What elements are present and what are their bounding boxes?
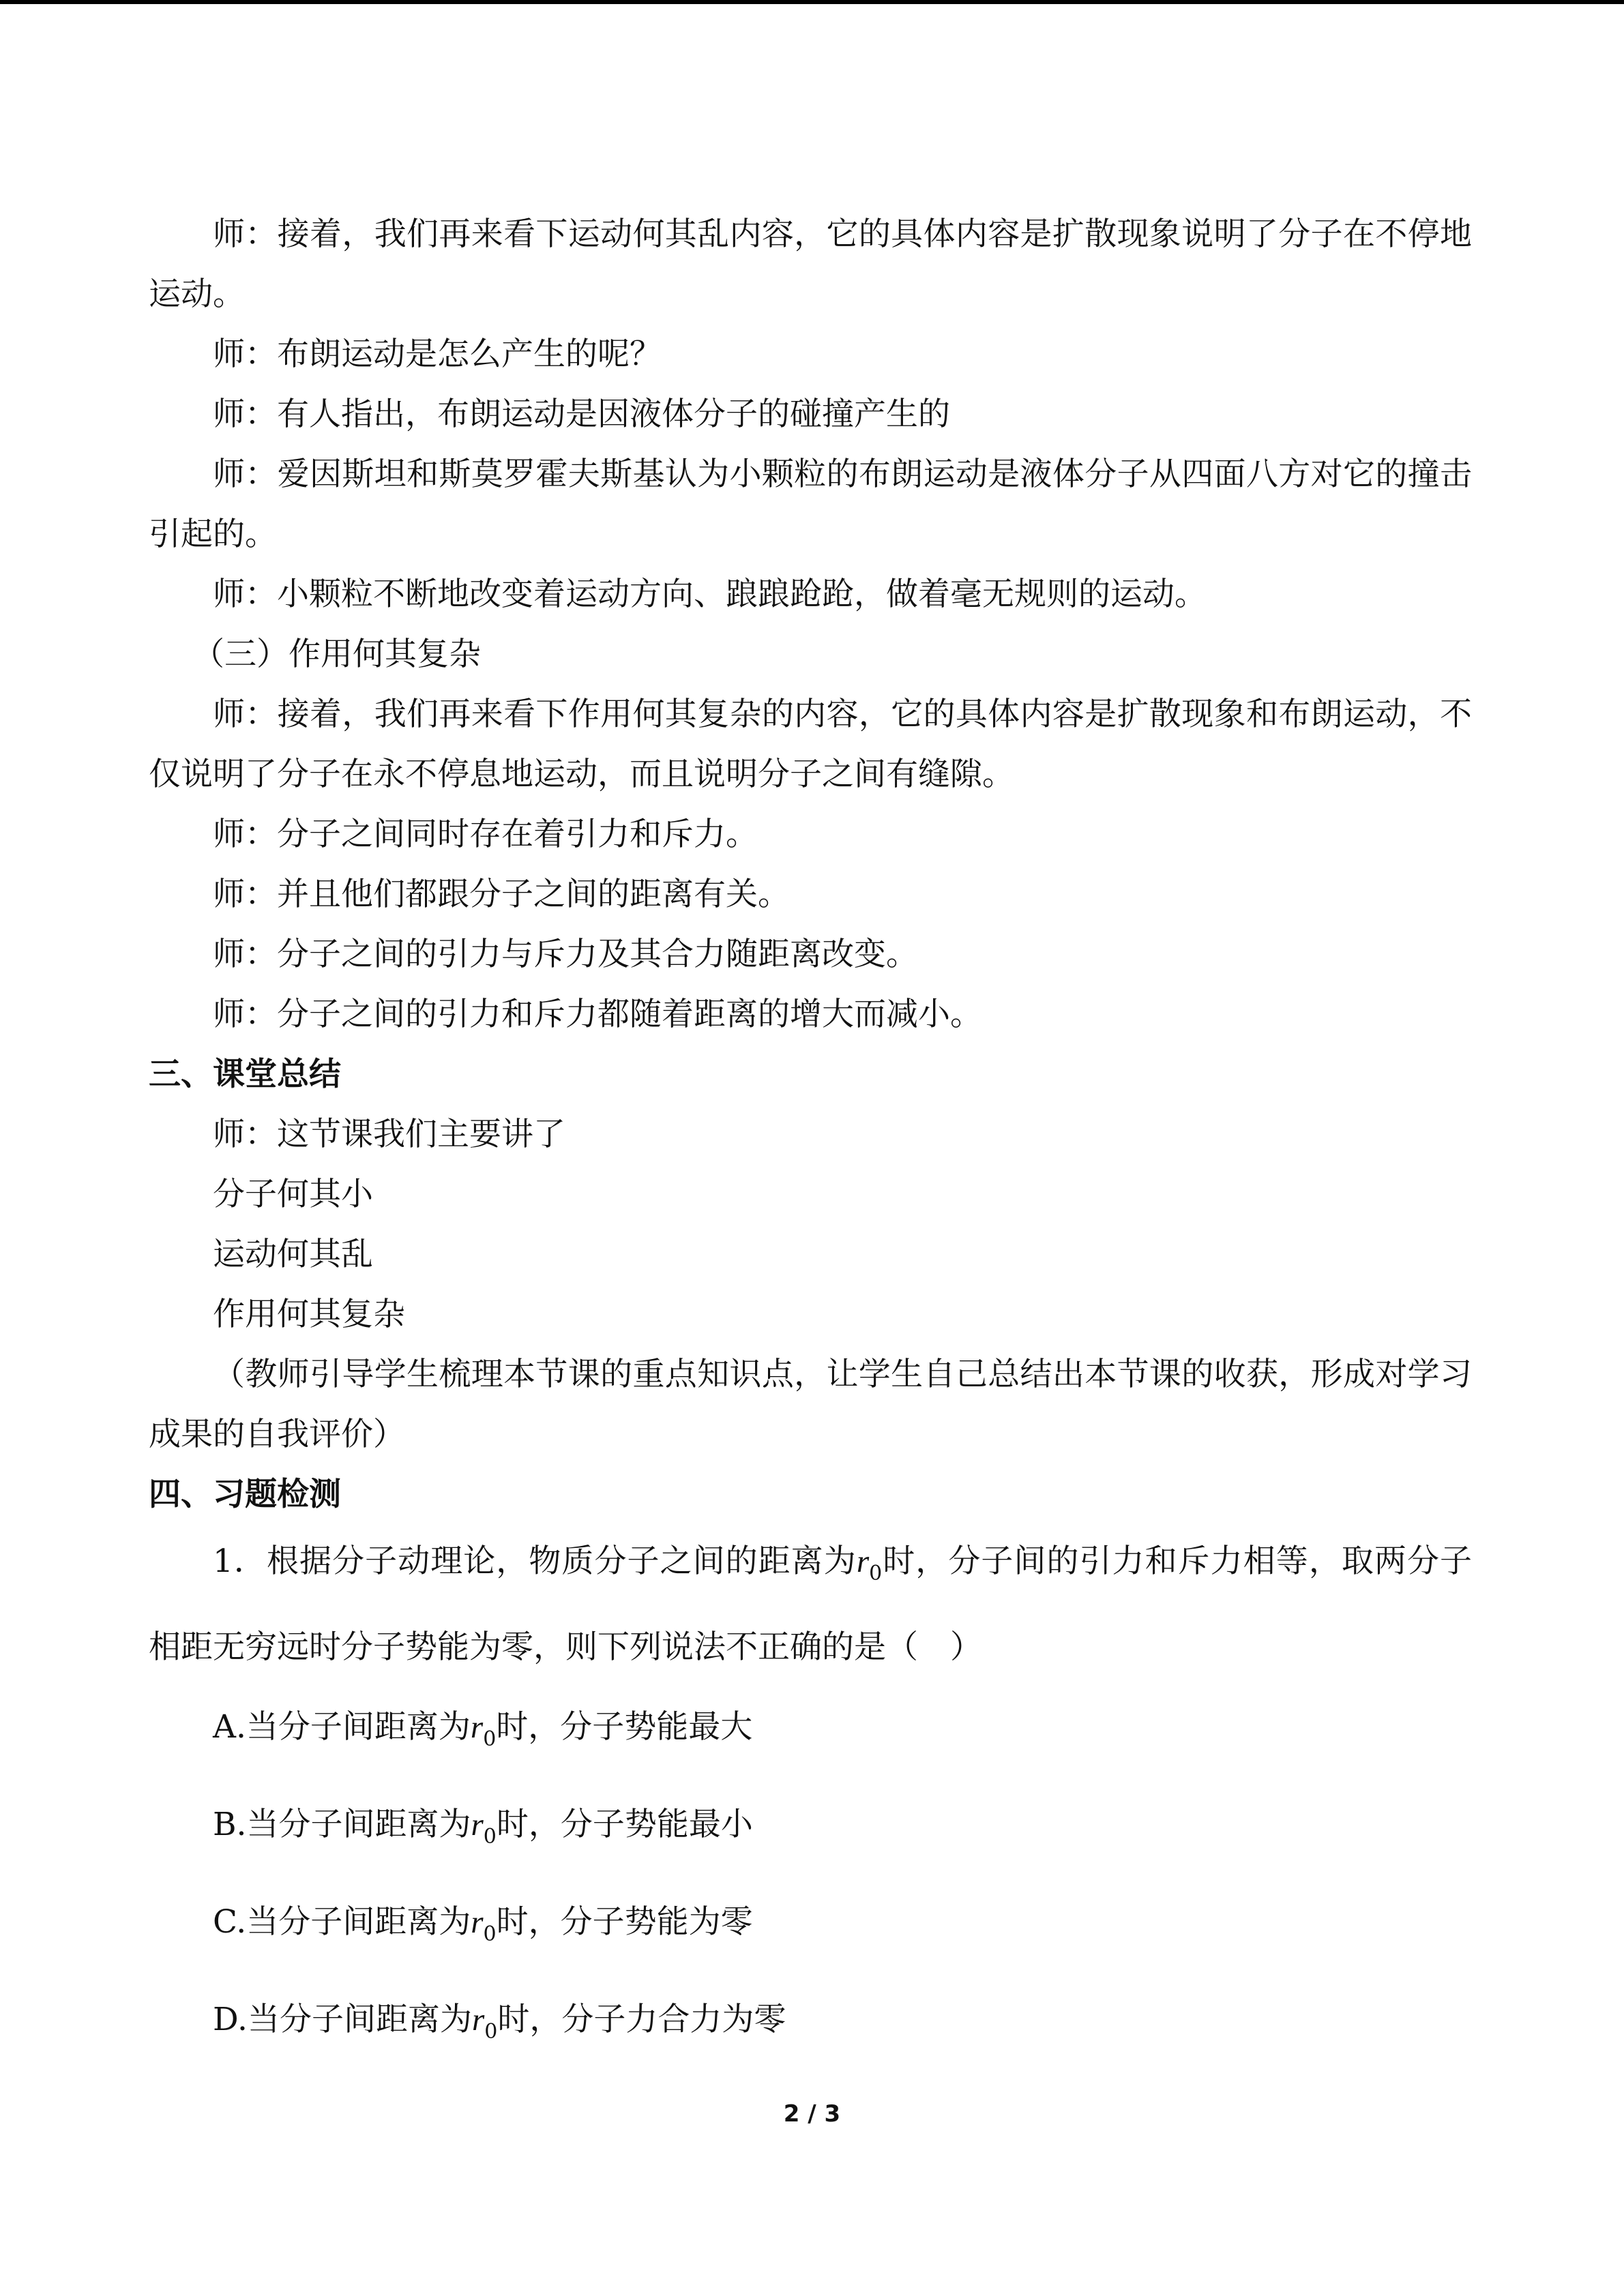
- variable-r: r: [471, 1905, 484, 1940]
- summary-line: 作用何其复杂: [213, 1296, 405, 1333]
- page-number: 2 / 3: [783, 2100, 841, 2128]
- subscript-zero: 0: [483, 1727, 497, 1751]
- summary-line: 分子何其小: [213, 1176, 373, 1213]
- paragraph: 师：分子之间的引力和斥力都随着距离的增大而减小。: [213, 996, 982, 1033]
- paragraph: 师：布朗运动是怎么产生的呢？: [213, 336, 662, 373]
- option-b: [149, 1782, 1472, 1879]
- paragraph: 师：爱因斯坦和斯莫罗霍夫斯基认为小颗粒的布朗运动是液体分子从四面八方对它的撞击引起的。: [149, 456, 1472, 553]
- paragraph: 师：接着，我们再来看下作用何其复杂的内容，它的具体内容是扩散现象和布朗运动，不仅说明了分子在永不停息地运动，而且说明分子之间有缝隙。: [149, 696, 1472, 793]
- variable-r: r: [856, 1544, 870, 1579]
- paragraph: 师：小颗粒不断地改变着运动方向、踉踉跄跄，做着毫无规则的运动。: [213, 576, 1207, 613]
- paragraph: 师：分子之间同时存在着引力和斥力。: [213, 816, 758, 853]
- option-text: 时，分子势能为零: [496, 1903, 753, 1941]
- option-text: 时，分子势能最小: [496, 1806, 753, 1843]
- page-top-border: [0, 0, 1624, 4]
- paragraph: 师：并且他们都跟分子之间的距离有关。: [213, 876, 790, 913]
- option-text: A.当分子间距离为: [213, 1708, 471, 1746]
- paragraph: 师：分子之间的引力与斥力及其合力随距离改变。: [213, 936, 918, 973]
- option-text: D.当分子间距离为: [213, 2001, 472, 2038]
- option-a: [149, 1684, 1472, 1782]
- question-1: [149, 1525, 1472, 1684]
- subscript-zero: 0: [484, 2020, 498, 2044]
- summary-line: 运动何其乱: [213, 1236, 373, 1273]
- section-title-summary: 三、课堂总结: [149, 1056, 341, 1093]
- document-body: [149, 205, 1472, 2074]
- question-text-end: 时，分子间的引力和斥力相等，取两分子相距无穷远时分子势能为零，则下列说法不正确的是（ ）: [149, 1542, 1473, 1666]
- summary-note: （教师引导学生梳理本节课的重点知识点，让学生自己总结出本节课的收获，形成对学习成果的自我评价）: [149, 1356, 1472, 1453]
- option-d: [149, 1977, 1472, 2074]
- option-text: B.当分子间距离为: [213, 1806, 471, 1843]
- paragraph: 师：接着，我们再来看下运动何其乱内容，它的具体内容是扩散现象说明了分子在不停地运动。: [149, 215, 1472, 313]
- variable-r: r: [471, 1807, 484, 1843]
- paragraph: 师：有人指出，布朗运动是因液体分子的碰撞产生的: [213, 396, 950, 433]
- variable-r: r: [470, 1710, 484, 1745]
- option-text: 时，分子力合力为零: [497, 2001, 786, 2038]
- option-text: 时，分子势能最大: [496, 1708, 753, 1746]
- subscript-zero: 0: [483, 1922, 497, 1946]
- subheading: （三）作用何其复杂: [192, 636, 481, 673]
- section-title-exercises: 四、习题检测: [149, 1476, 341, 1513]
- option-c: [149, 1879, 1472, 1977]
- subscript-zero: 0: [869, 1562, 883, 1585]
- summary-line: 师：这节课我们主要讲了: [213, 1116, 565, 1153]
- question-text-start: 1．根据分子动理论，物质分子之间的距离为: [213, 1542, 857, 1580]
- variable-r: r: [471, 2002, 485, 2038]
- subscript-zero: 0: [483, 1825, 497, 1849]
- option-text: C.当分子间距离为: [213, 1903, 471, 1941]
